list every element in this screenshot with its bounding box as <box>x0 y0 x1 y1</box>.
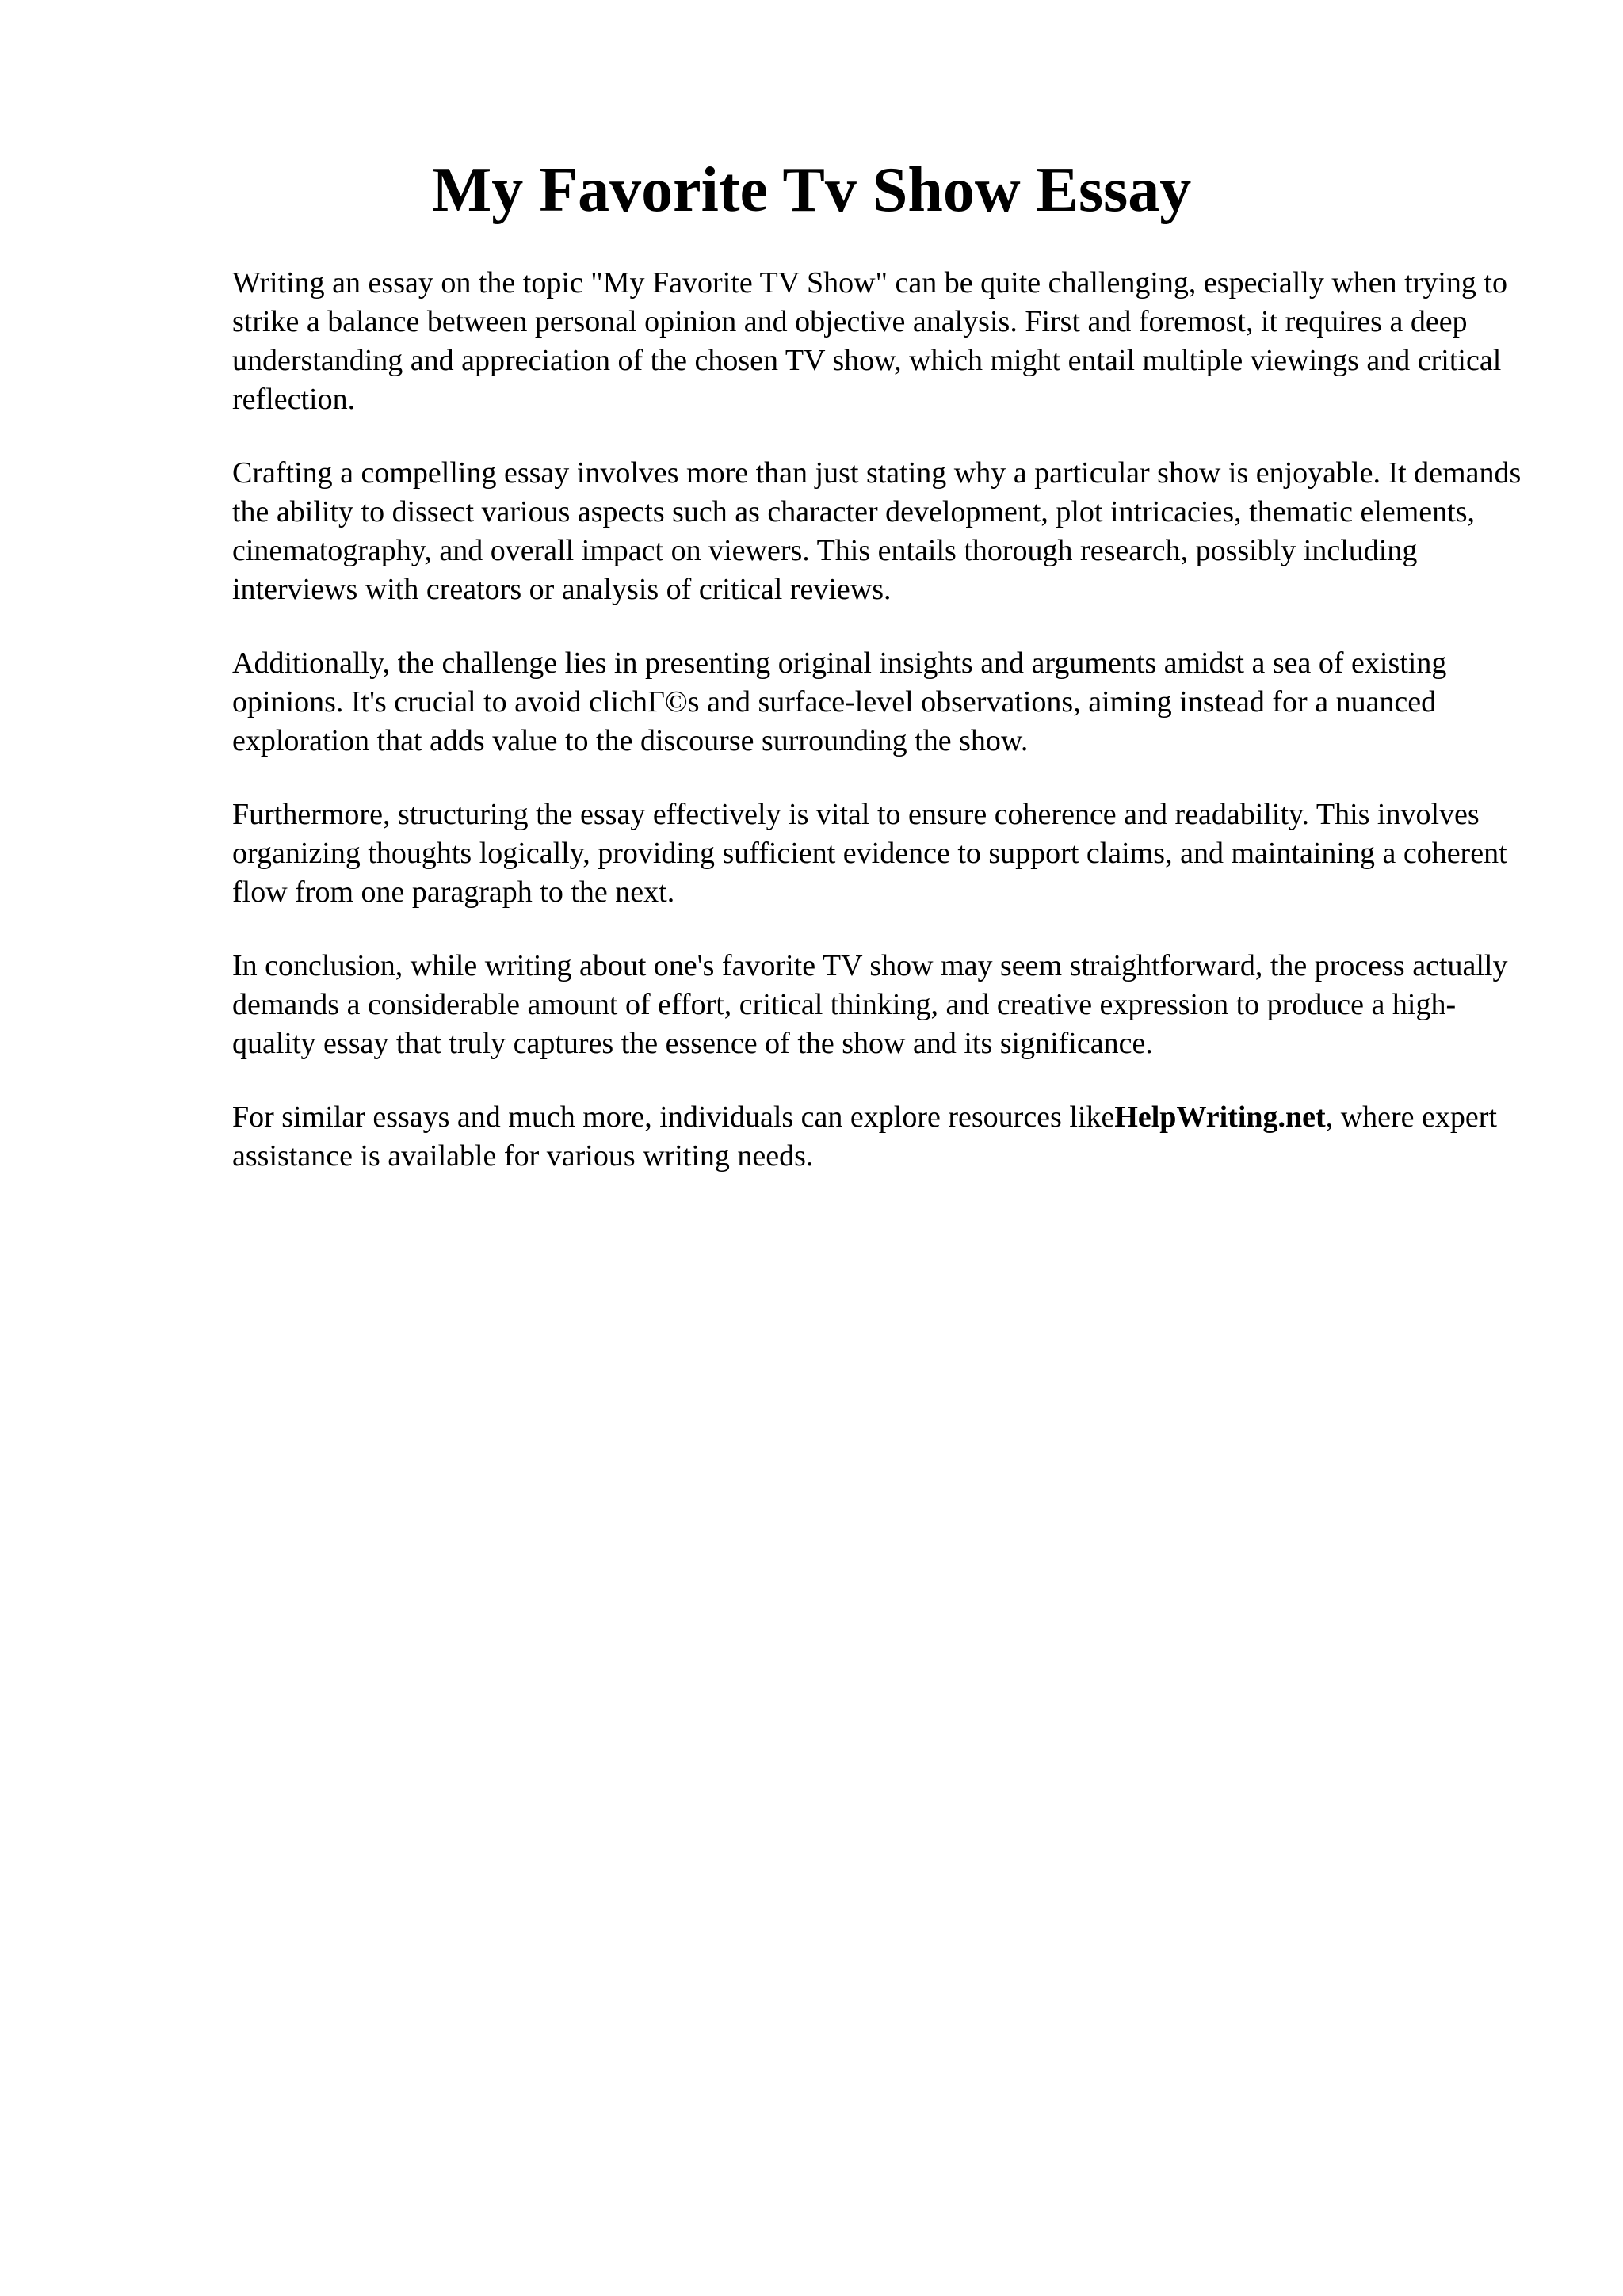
closing-text-after: , where expert assistance is available for various writing needs. <box>232 1100 1497 1173</box>
paragraph-4: Furthermore, structuring the essay effectively is vital to ensure coherence and readability. This involves organizing thoughts logically, providing sufficient evidence to support claims, and maintaining a coherent flow from one paragraph to the next. <box>232 798 1507 909</box>
helpwriting-link[interactable]: HelpWriting.net <box>1114 1100 1326 1134</box>
closing-paragraph <box>232 1098 1532 1176</box>
paragraph-3: Additionally, the challenge lies in presenting original insights and arguments amidst a sea of existing opinions. It's crucial to avoid clichΓ©s and surface-level observations, aiming instead for a nuanced exploration that adds value to the discourse surrounding the show. <box>232 646 1447 757</box>
page-title: My Favorite Tv Show Essay <box>431 155 1192 225</box>
essay-body <box>232 264 1532 1211</box>
paragraph-1: Writing an essay on the topic "My Favorite TV Show" can be quite challenging, especially when trying to strike a balance between personal opinion and objective analysis. First and foremost, it requires a deep understanding and appreciation of the chosen TV show, which might entail multiple viewings and critical reflection. <box>232 266 1507 416</box>
paragraph-5: In conclusion, while writing about one's favorite TV show may seem straightforward, the process actually demands a considerable amount of effort, critical thinking, and creative expression to produce a high-quality essay that truly captures the essence of the show and its significance. <box>232 949 1508 1060</box>
closing-text-before: For similar essays and much more, individuals can explore resources like <box>232 1100 1115 1134</box>
paragraph-2: Crafting a compelling essay involves more than just stating why a particular show is enjoyable. It demands the ability to dissect various aspects such as character development, plot intricacies, thematic elements, cinematography, and overall impact on viewers. This entails thorough research, possibly including interviews with creators or analysis of critical reviews. <box>232 456 1522 606</box>
